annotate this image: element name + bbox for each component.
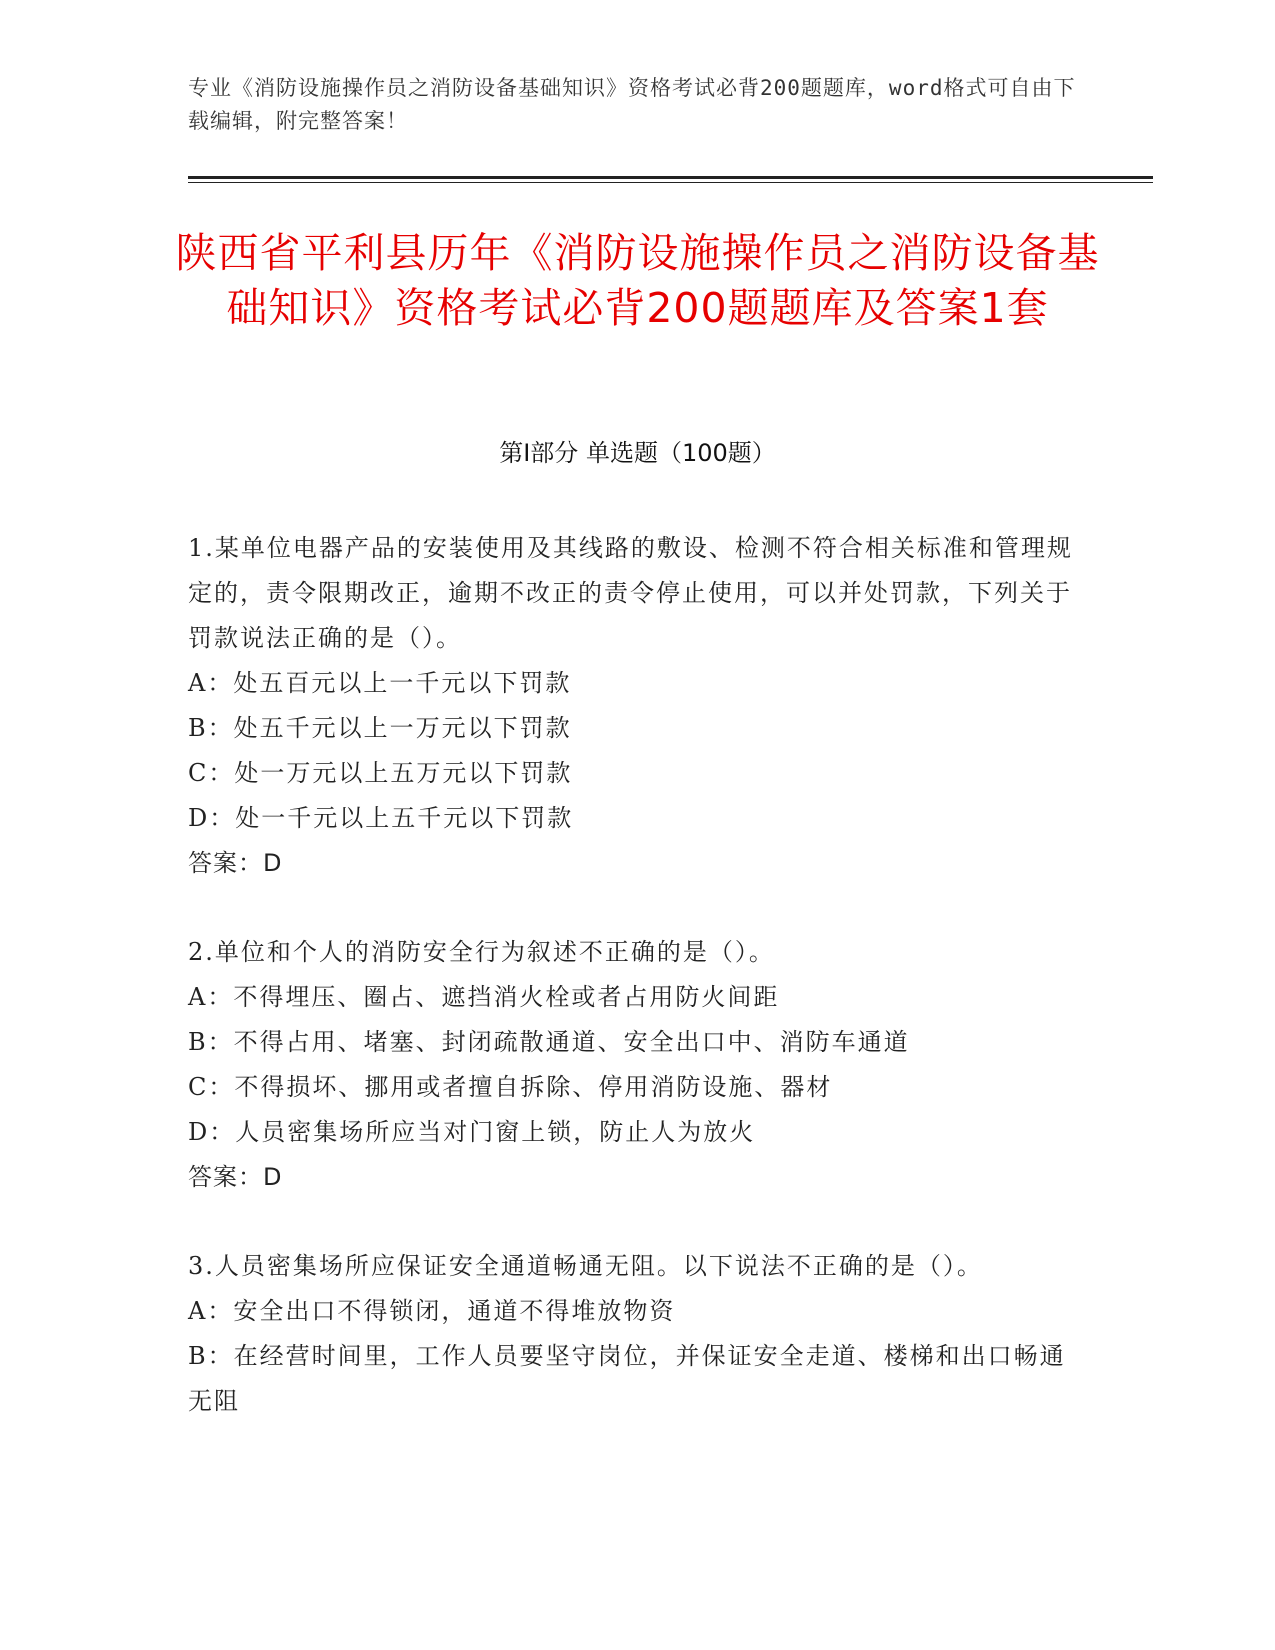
option-a: A：安全出口不得锁闭，通道不得堆放物资: [188, 1297, 676, 1325]
question-3: [188, 1244, 1078, 1424]
option-c: C：不得损坏、挪用或者擅自拆除、停用消防设施、器材: [188, 1073, 833, 1101]
option-b: B：不得占用、堵塞、封闭疏散通道、安全出口中、消防车通道: [188, 1028, 910, 1056]
question-stem: 2.单位和个人的消防安全行为叙述不正确的是（）。: [188, 938, 775, 966]
answer-line: 答案：D: [188, 849, 283, 877]
question-1: [188, 526, 1078, 886]
option-b: B：处五千元以上一万元以下罚款: [188, 714, 572, 742]
option-a: A：不得埋压、圈占、遮挡消火栓或者占用防火间距: [188, 983, 780, 1011]
answer-line: 答案：D: [188, 1163, 283, 1191]
option-d: D：人员密集场所应当对门窗上锁，防止人为放火: [188, 1118, 756, 1146]
header-note: 专业《消防设施操作员之消防设备基础知识》资格考试必背200题题库，word格式可自由下载编辑，附完整答案！: [188, 76, 1076, 133]
section-title: 第Ⅰ部分 单选题（100题）: [499, 439, 776, 467]
header-rule-thin: [188, 182, 1153, 183]
question-list: [188, 526, 1078, 1468]
option-c: C：处一万元以上五万元以下罚款: [188, 759, 573, 787]
option-b: B：在经营时间里，工作人员要坚守岗位，并保证安全走道、楼梯和出口畅通无阻: [188, 1342, 1066, 1415]
option-a: A：处五百元以上一千元以下罚款: [188, 669, 572, 697]
header-rule-thick: [188, 176, 1153, 179]
question-stem: 3.人员密集场所应保证安全通道畅通无阻。以下说法不正确的是（）。: [188, 1252, 983, 1280]
question-2: [188, 930, 1078, 1200]
document-title: 陕西省平利县历年《消防设施操作员之消防设备基础知识》资格考试必背200题题库及答案1套: [175, 229, 1100, 332]
question-stem: 1.某单位电器产品的安装使用及其线路的敷设、检测不符合相关标准和管理规定的，责令限期改正，逾期不改正的责令停止使用，可以并处罚款，下列关于罚款说法正确的是（）。: [188, 534, 1073, 652]
option-d: D：处一千元以上五千元以下罚款: [188, 804, 574, 832]
